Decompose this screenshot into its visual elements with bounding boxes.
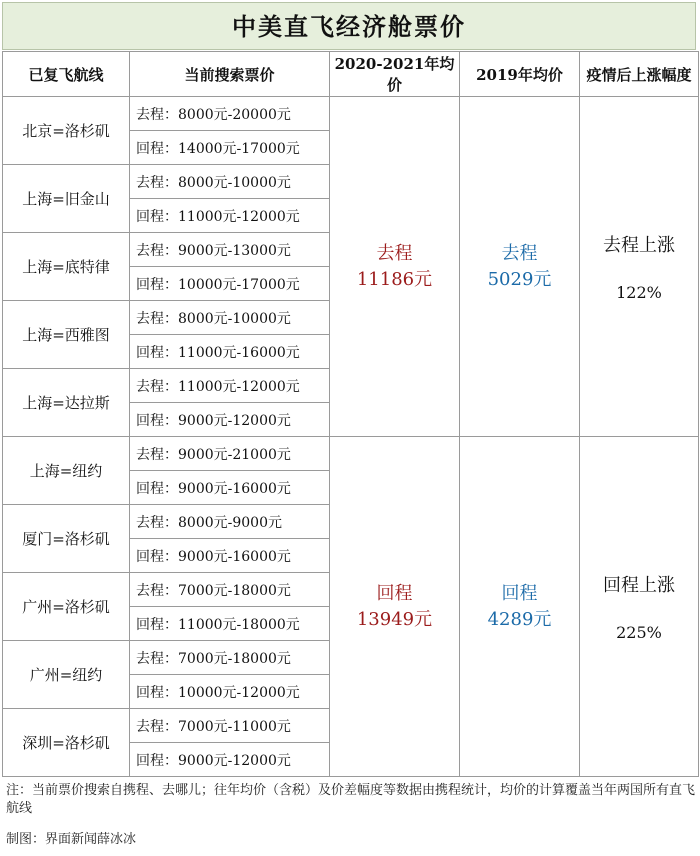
route-name: 广州=纽约 xyxy=(3,641,130,709)
route-name: 广州=洛杉矶 xyxy=(3,573,130,641)
avg-2019-out-value: 5029元 xyxy=(487,268,552,290)
credit-line: 制图：界面新闻薛冰冰 xyxy=(6,832,137,847)
return-price: 回程：9000元-16000元 xyxy=(130,539,330,573)
avg-2020-2021-return xyxy=(330,437,460,777)
return-price: 回程：11000元-16000元 xyxy=(130,335,330,369)
fare-table xyxy=(2,51,699,777)
return-price: 回程：11000元-18000元 xyxy=(130,607,330,641)
header-row xyxy=(3,52,699,97)
route-name: 深圳=洛杉矶 xyxy=(3,709,130,777)
avg-2020-2021-outbound xyxy=(330,97,460,437)
rise-out-label: 去程上涨 xyxy=(603,235,675,256)
return-price: 回程：10000元-12000元 xyxy=(130,675,330,709)
return-price: 回程：10000元-17000元 xyxy=(130,267,330,301)
avg-2019-outbound xyxy=(460,97,580,437)
route-name: 上海=西雅图 xyxy=(3,301,130,369)
header-route: 已复飞航线 xyxy=(3,52,130,97)
outbound-price: 去程：8000元-10000元 xyxy=(130,301,330,335)
route-name: 厦门=洛杉矶 xyxy=(3,505,130,573)
return-price: 回程：11000元-12000元 xyxy=(130,199,330,233)
outbound-price: 去程：7000元-18000元 xyxy=(130,641,330,675)
outbound-price: 去程：7000元-18000元 xyxy=(130,573,330,607)
route-name: 上海=达拉斯 xyxy=(3,369,130,437)
avg-2020-2021-out-value: 11186元 xyxy=(356,268,433,290)
avg-2019-return xyxy=(460,437,580,777)
page-title: 中美直飞经济舱票价 xyxy=(2,2,696,50)
route-name: 北京=洛杉矶 xyxy=(3,97,130,165)
rise-outbound xyxy=(580,97,699,437)
avg-2020-2021-out-label: 去程 xyxy=(376,243,413,265)
return-price: 回程：9000元-16000元 xyxy=(130,471,330,505)
header-avg-2019: 2019年均价 xyxy=(460,52,580,97)
route-name: 上海=底特律 xyxy=(3,233,130,301)
rise-return xyxy=(580,437,699,777)
outbound-price: 去程：11000元-12000元 xyxy=(130,369,330,403)
outbound-price: 去程：7000元-11000元 xyxy=(130,709,330,743)
header-avg-2020-2021: 2020-2021年均价 xyxy=(330,52,460,97)
outbound-price: 去程：8000元-9000元 xyxy=(130,505,330,539)
header-rise: 疫情后上涨幅度 xyxy=(580,52,699,97)
footnote: 注：当前票价搜索自携程、去哪儿；往年均价（含税）及价差幅度等数据由携程统计，均价的计算覆盖当年两国所有直飞航线 xyxy=(6,783,696,816)
return-price: 回程：14000元-17000元 xyxy=(130,131,330,165)
outbound-price: 去程：9000元-13000元 xyxy=(130,233,330,267)
outbound-price: 去程：8000元-10000元 xyxy=(130,165,330,199)
outbound-price: 去程：8000元-20000元 xyxy=(130,97,330,131)
rise-out-value: 122% xyxy=(616,283,662,302)
return-price: 回程：9000元-12000元 xyxy=(130,743,330,777)
avg-2019-ret-value: 4289元 xyxy=(487,608,552,630)
return-price: 回程：9000元-12000元 xyxy=(130,403,330,437)
avg-2020-2021-ret-value: 13949元 xyxy=(356,608,433,630)
route-name: 上海=纽约 xyxy=(3,437,130,505)
avg-2019-out-label: 去程 xyxy=(501,243,538,265)
table-row xyxy=(3,437,699,471)
table-row xyxy=(3,97,699,131)
outbound-price: 去程：9000元-21000元 xyxy=(130,437,330,471)
rise-ret-value: 225% xyxy=(616,623,662,642)
rise-ret-label: 回程上涨 xyxy=(603,575,675,596)
header-current-price: 当前搜索票价 xyxy=(130,52,330,97)
avg-2020-2021-ret-label: 回程 xyxy=(376,583,413,605)
avg-2019-ret-label: 回程 xyxy=(501,583,538,605)
route-name: 上海=旧金山 xyxy=(3,165,130,233)
